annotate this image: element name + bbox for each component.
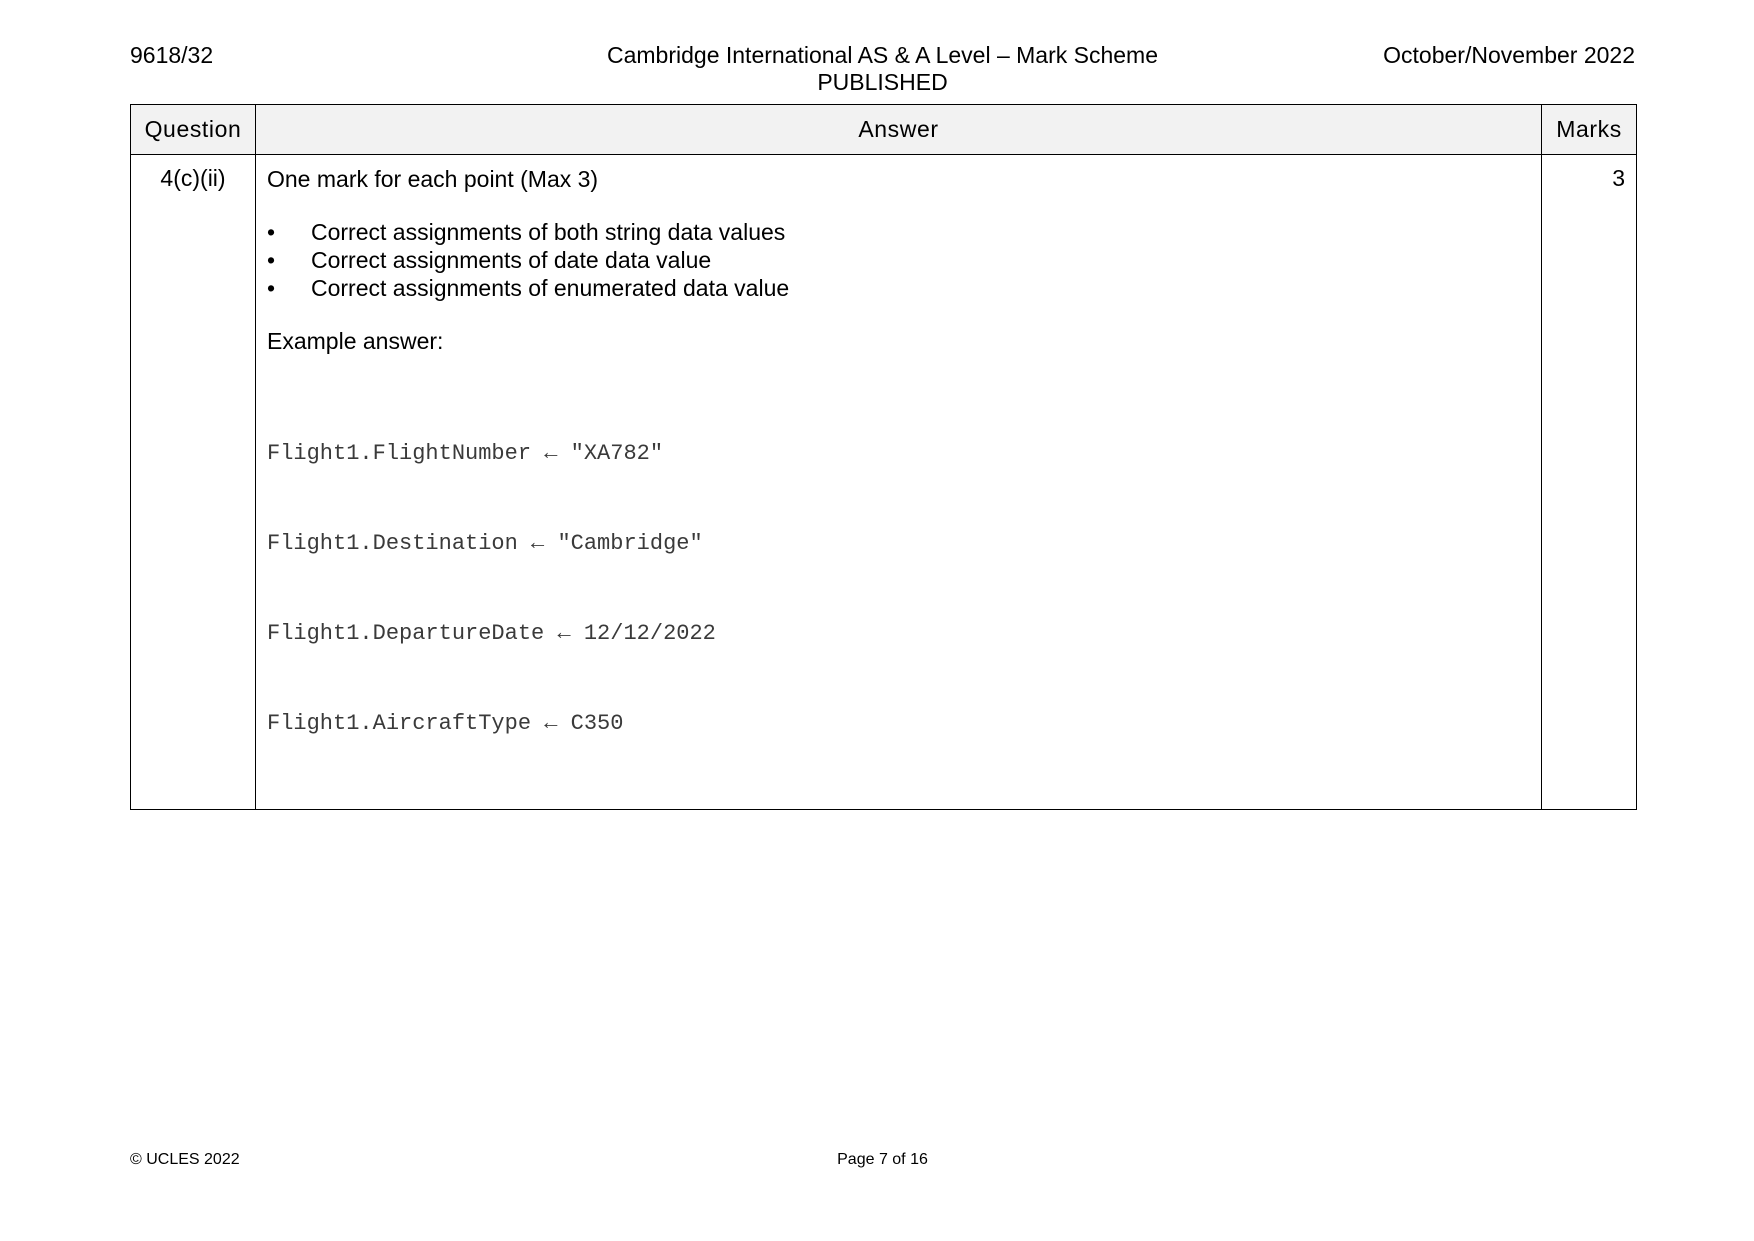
marking-point	[267, 274, 1530, 302]
paper-code: 9618/32	[130, 42, 214, 68]
marking-point-text: Correct assignments of date data value	[311, 247, 712, 273]
column-header-answer: Answer	[256, 105, 1542, 155]
document-title: Cambridge International AS & A Level – Mark Scheme	[606, 42, 1159, 68]
column-header-marks: Marks	[1542, 105, 1637, 155]
marks-value: 3	[1542, 155, 1637, 810]
bullet-icon: •	[267, 275, 276, 301]
code-line: Flight1.Destination ← "Cambridge"	[267, 531, 703, 556]
page-header	[130, 42, 1635, 102]
mark-scheme-table	[130, 104, 1637, 810]
example-answer-label: Example answer:	[267, 328, 444, 354]
code-line: Flight1.DepartureDate ← 12/12/2022	[267, 621, 716, 646]
marking-point	[267, 218, 1530, 246]
marking-point-text: Correct assignments of enumerated data value	[311, 275, 790, 301]
marking-points-list	[267, 218, 1530, 302]
table-row	[131, 155, 1637, 810]
code-line: Flight1.AircraftType ← C350	[267, 711, 624, 736]
question-number: 4(c)(ii)	[131, 155, 256, 810]
column-header-question: Question	[131, 105, 256, 155]
marking-point	[267, 246, 1530, 274]
page-number: Page 7 of 16	[837, 1151, 928, 1168]
bullet-icon: •	[267, 219, 276, 245]
example-code-block	[267, 379, 1530, 799]
table-header-row	[131, 105, 1637, 155]
marking-point-text: Correct assignments of both string data values	[311, 219, 786, 245]
exam-session: October/November 2022	[1383, 42, 1635, 68]
copyright-notice: © UCLES 2022	[130, 1151, 240, 1168]
answer-cell	[256, 155, 1542, 810]
marking-instruction: One mark for each point (Max 3)	[267, 166, 599, 192]
bullet-icon: •	[267, 247, 276, 273]
code-line: Flight1.FlightNumber ← "XA782"	[267, 441, 664, 466]
document-status: PUBLISHED	[817, 69, 948, 95]
